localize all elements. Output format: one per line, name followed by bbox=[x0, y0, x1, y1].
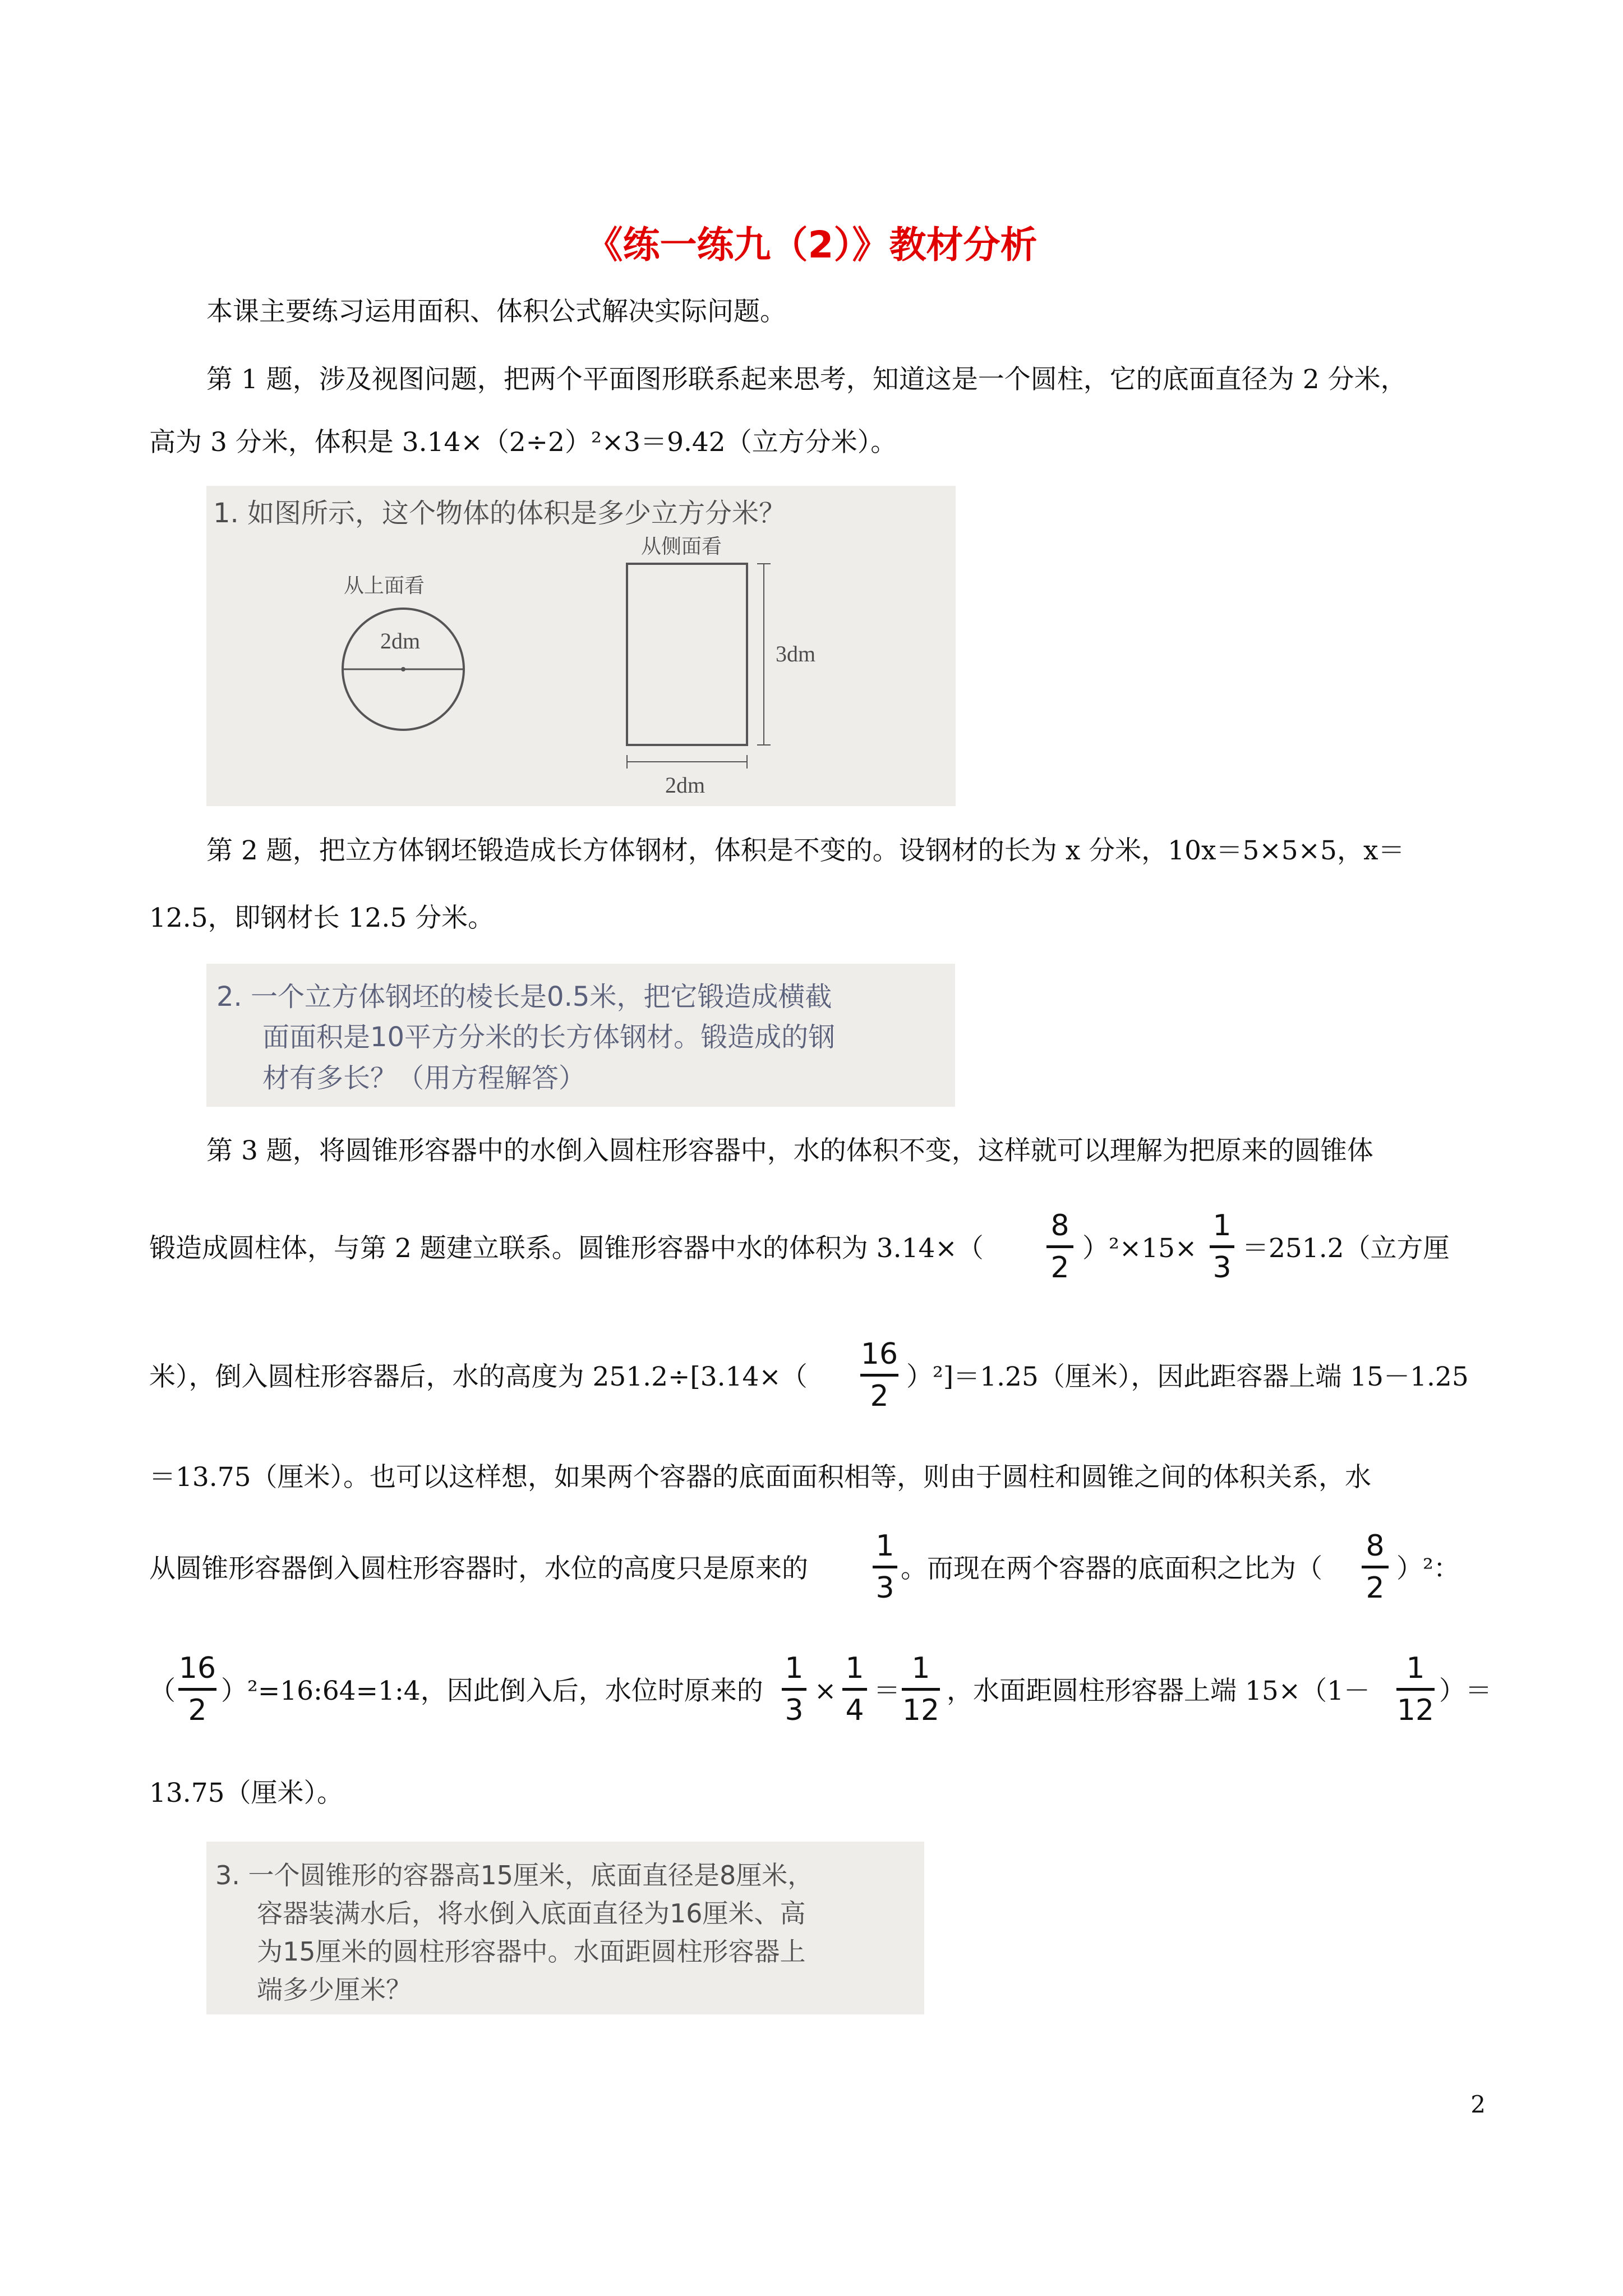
circle-dimension: 2dm bbox=[380, 628, 421, 654]
intro-paragraph: 本课主要练习运用面积、体积公式解决实际问题。 bbox=[206, 296, 786, 327]
para3-line2b: ）²×15× bbox=[1082, 1233, 1197, 1264]
para3-line2c: ＝251.2（立方厘 bbox=[1242, 1233, 1450, 1264]
para2-line1: 第 2 题，把立方体钢坯锻造成长方体钢材，体积是不变的。设钢材的长为 x 分米，10x＝5×5×5，x＝ bbox=[206, 835, 1405, 866]
para3-line3a: 米），倒入圆柱形容器后，水的高度为 251.2÷[3.14×（ bbox=[149, 1361, 808, 1392]
fraction-1-3-c: 1 3 bbox=[782, 1651, 806, 1728]
para3-line7: 13.75（厘米）。 bbox=[149, 1778, 344, 1809]
para1-line2: 高为 3 分米，体积是 3.14×（2÷2）²×3＝9.42（立方分米）。 bbox=[149, 427, 897, 458]
figure2-line3: 材有多长？（用方程解答） bbox=[262, 1062, 586, 1094]
para3-line6c: × bbox=[814, 1676, 837, 1706]
figure3-line3: 为15厘米的圆柱形容器中。水面距圆柱形容器上 bbox=[257, 1936, 806, 1967]
figure2-line2: 面面积是10平方分米的长方体钢材。锻造成的钢 bbox=[262, 1022, 836, 1053]
para3-line1: 第 3 题，将圆锥形容器中的水倒入圆柱形容器中，水的体积不变，这样就可以理解为把原来的圆锥体 bbox=[206, 1135, 1373, 1166]
fraction-16-2: 16 2 bbox=[860, 1337, 898, 1413]
para3-line6b: ）²=16:64=1:4，因此倒入后，水位时原来的 bbox=[221, 1676, 763, 1706]
figure3-line4: 端多少厘米？ bbox=[257, 1975, 412, 2005]
fraction-1-12-b: 1 12 bbox=[1396, 1651, 1435, 1727]
para3-line6e: ，水面距圆柱形容器上端 15×（1－ bbox=[947, 1676, 1371, 1706]
figure1-scan bbox=[206, 486, 956, 806]
figure2-line1: 2. 一个立方体钢坯的棱长是0.5米，把它锻造成横截 bbox=[216, 981, 832, 1013]
para3-line6a: （ bbox=[149, 1676, 176, 1706]
para3-line5b: 。而现在两个容器的底面积之比为（ bbox=[901, 1553, 1322, 1584]
circle-center bbox=[401, 667, 405, 671]
para3-line2a: 锻造成圆柱体，与第 2 题建立联系。圆锥形容器中水的体积为 3.14×（ bbox=[149, 1233, 984, 1264]
fraction-8-2: 8 2 bbox=[1046, 1208, 1073, 1285]
fraction-1-3: 1 3 bbox=[1210, 1208, 1234, 1285]
figure3-line1: 3. 一个圆锥形的容器高15厘米，底面直径是8厘米， bbox=[215, 1860, 814, 1890]
height-dimension: 3dm bbox=[776, 641, 816, 666]
figure2-scan bbox=[206, 964, 955, 1107]
side-view-rectangle bbox=[627, 564, 747, 745]
top-view-label: 从上面看 bbox=[344, 574, 425, 597]
figure1-question: 1. 如图所示，这个物体的体积是多少立方分米？ bbox=[213, 498, 786, 529]
para3-line4: ＝13.75（厘米）。也可以这样想，如果两个容器的底面面积相等，则由于圆柱和圆锥之间的体积关系，水 bbox=[149, 1462, 1372, 1493]
width-dimension: 2dm bbox=[665, 772, 706, 798]
para3-line6d: ＝ bbox=[874, 1676, 900, 1706]
fraction-1-3-b: 1 3 bbox=[873, 1529, 897, 1605]
figure3-scan bbox=[206, 1842, 924, 2014]
para3-line6f: ）＝ bbox=[1439, 1676, 1492, 1706]
side-view-label: 从侧面看 bbox=[641, 535, 722, 558]
page-title: 《练一练九（2）》教材分析 bbox=[585, 223, 1038, 266]
fraction-1-4: 1 4 bbox=[842, 1651, 867, 1728]
para2-line2: 12.5，即钢材长 12.5 分米。 bbox=[149, 903, 495, 933]
para3-line3b: ）²]＝1.25（厘米），因此距容器上端 15－1.25 bbox=[906, 1361, 1469, 1392]
para3-line5a: 从圆锥形容器倒入圆柱形容器时，水位的高度只是原来的 bbox=[149, 1553, 808, 1584]
para1-line1: 第 1 题，涉及视图问题，把两个平面图形联系起来思考，知道这是一个圆柱，它的底面直径为 2 分米， bbox=[206, 364, 1407, 395]
page-number: 2 bbox=[1470, 2091, 1486, 2118]
fraction-16-2-b: 16 2 bbox=[178, 1651, 216, 1727]
figure3-line2: 容器装满水后，将水倒入底面直径为16厘米、高 bbox=[257, 1898, 806, 1929]
fraction-1-12: 1 12 bbox=[902, 1651, 940, 1727]
fraction-8-2-b: 8 2 bbox=[1362, 1529, 1389, 1605]
view-diagram bbox=[206, 486, 956, 806]
para3-line5c: ）²： bbox=[1396, 1553, 1460, 1584]
